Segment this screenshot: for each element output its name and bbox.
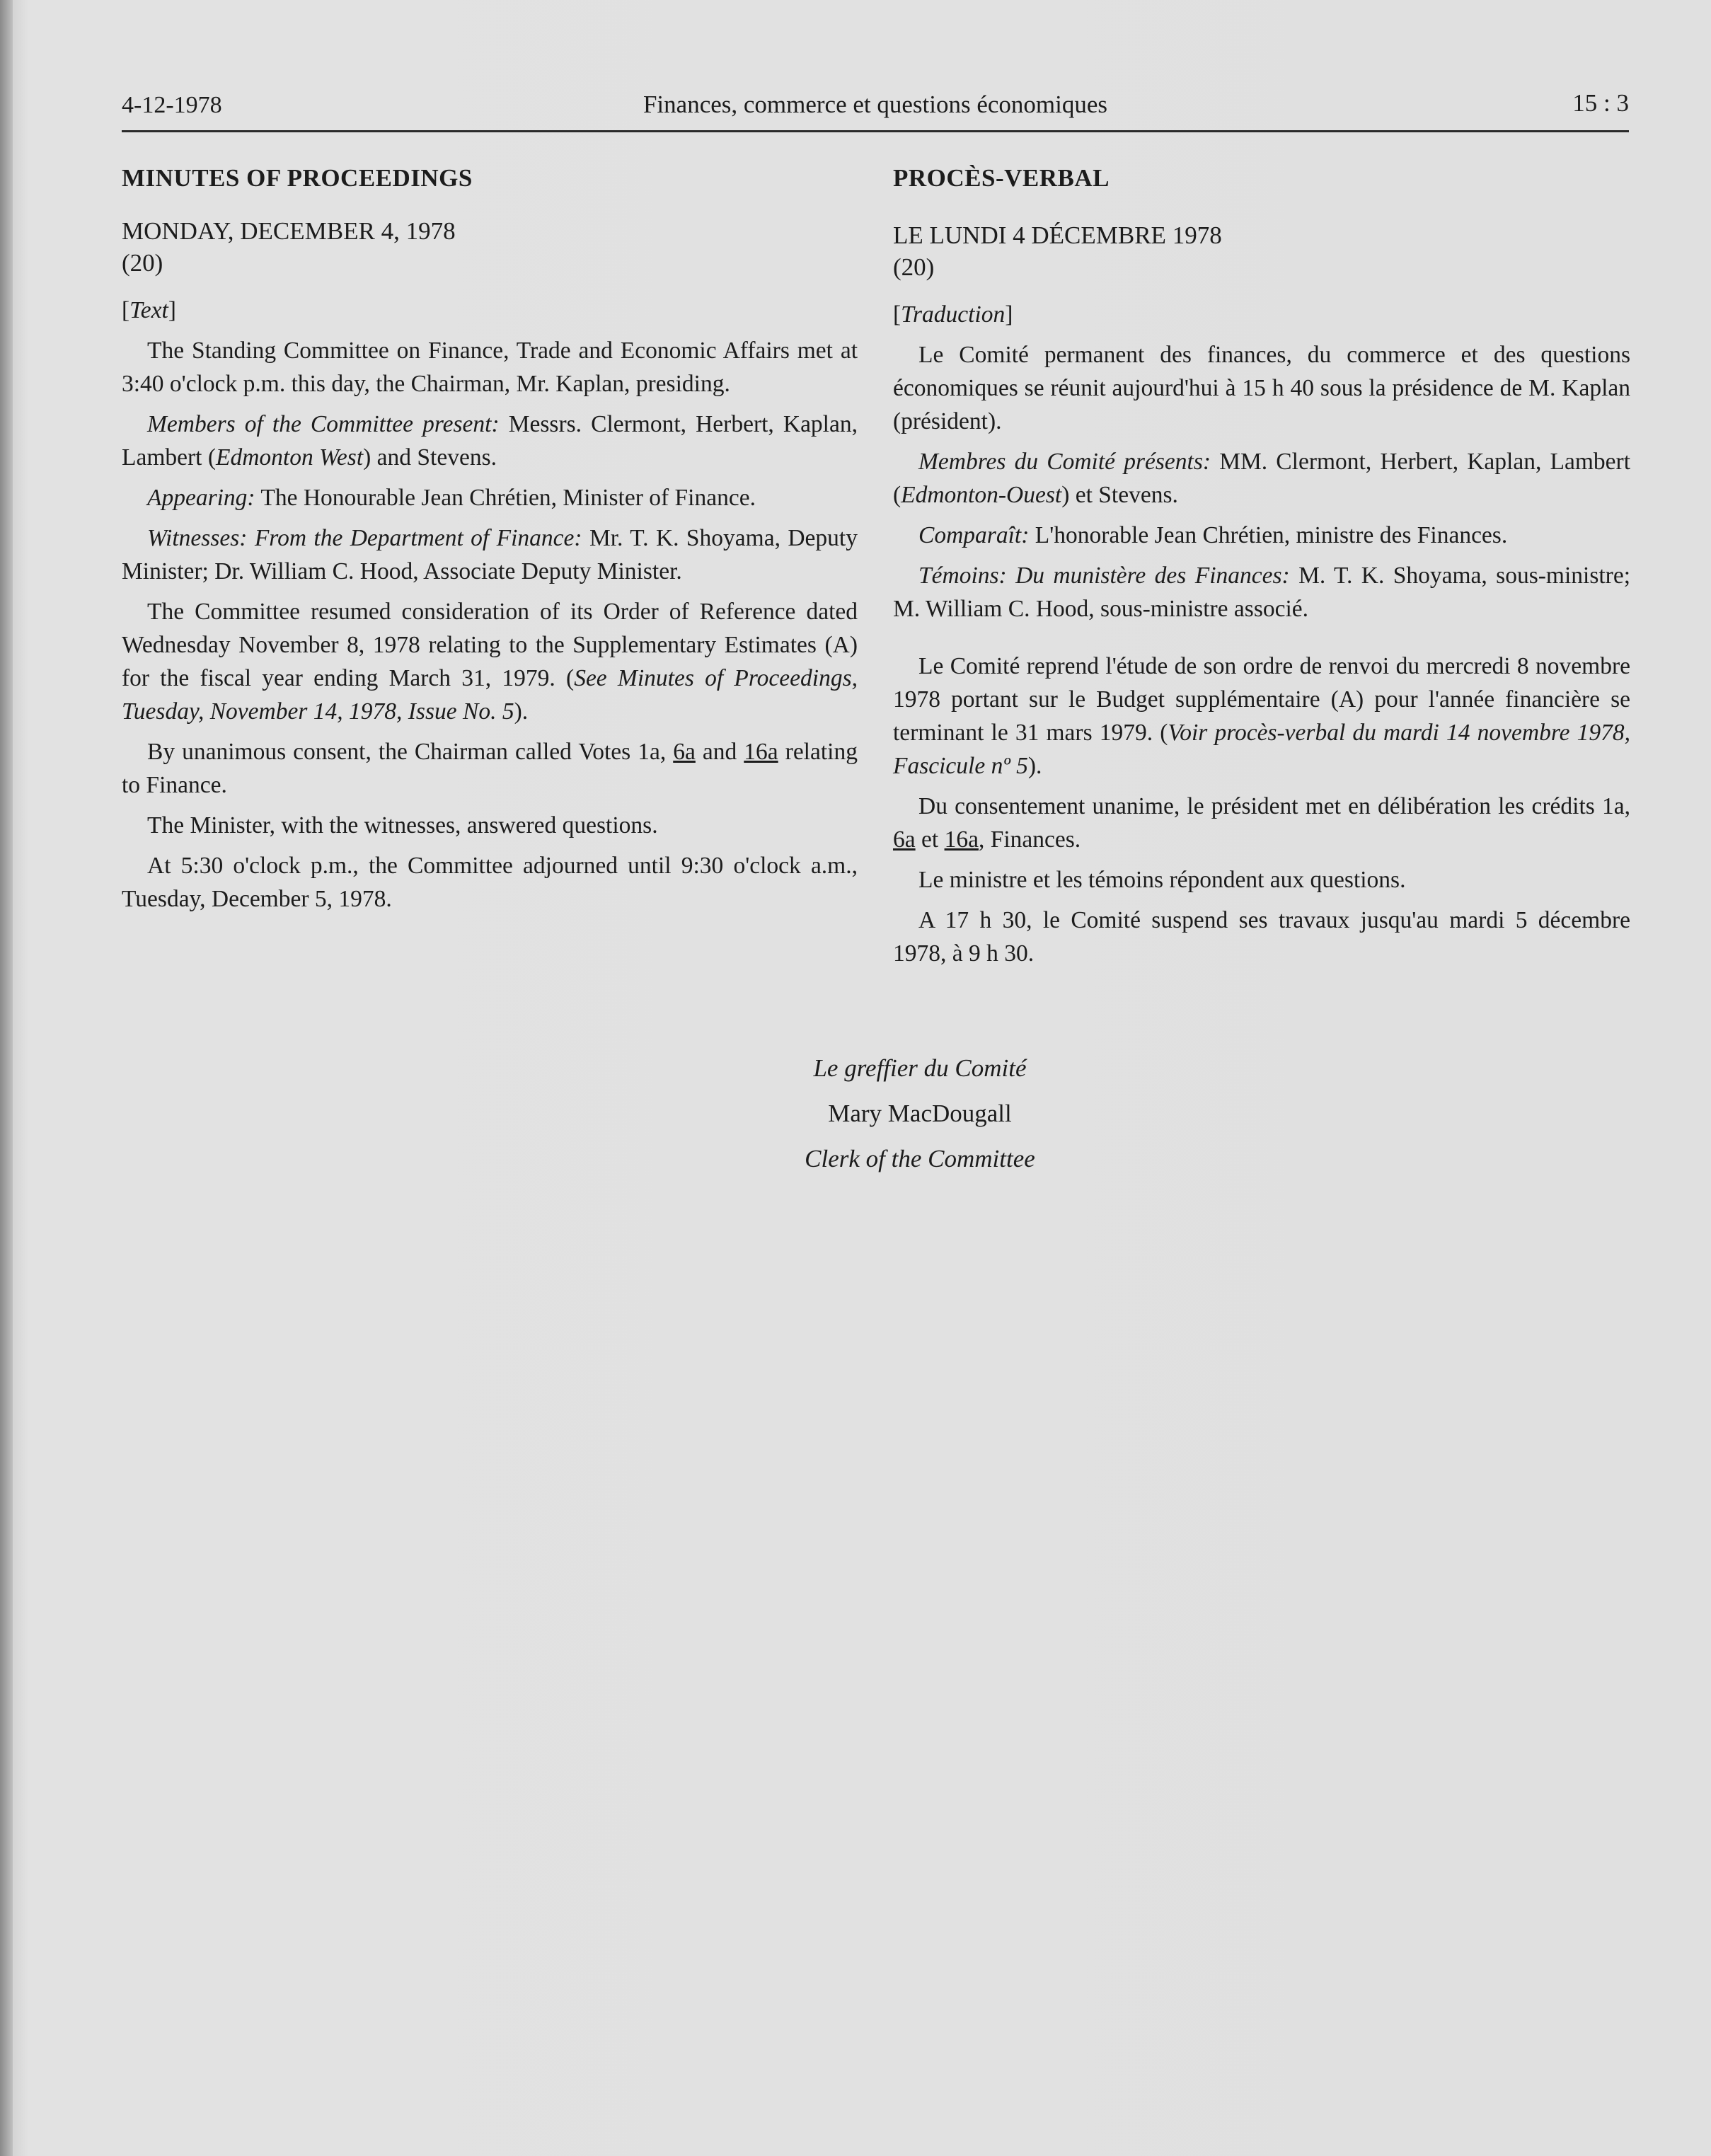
- witnesses-text-fr: M. T. K. Shoyama, sous-ministre; M. William C. Hood, sous-ministre associé.: [893, 563, 1630, 622]
- meeting-number: (20): [122, 249, 163, 277]
- appearing-text-fr: L'honorable Jean Chrétien, ministre des Finances.: [1029, 522, 1508, 548]
- opening-paragraph: The Standing Committee on Finance, Trade and Economic Affairs met at 3:40 o'clock p.m. this day, the Chairman, Mr. Kaplan, presiding.: [122, 338, 858, 397]
- clerk-title-fr: Le greffier du Comité: [813, 1054, 1027, 1082]
- appearing-label-fr: Comparaît:: [918, 522, 1030, 548]
- vote-16a-fr: 16a: [944, 826, 979, 853]
- consent-paragraph-fr: [893, 790, 1630, 856]
- resumed-end-fr: ).: [1027, 753, 1042, 779]
- running-header: [122, 88, 1629, 132]
- witnesses-paragraph-fr: [893, 559, 1630, 626]
- resumed-end: ).: [514, 698, 529, 725]
- consent-end: relating to Finance.: [122, 739, 858, 798]
- clerk-name: Mary MacDougall: [828, 1100, 1012, 1127]
- witnesses-label-fr: Témoins: Du munistère des Finances:: [918, 563, 1290, 589]
- adjourned-paragraph-fr: A 17 h 30, le Comité suspend ses travaux jusqu'au mardi 5 décembre 1978, à 9 h 30.: [893, 907, 1630, 967]
- french-column: [893, 161, 1630, 977]
- members-paragraph: [122, 408, 858, 474]
- consent-paragraph: [122, 735, 858, 802]
- members-paragraph-fr: [893, 445, 1630, 512]
- vote-16a: 16a: [744, 739, 778, 765]
- members-riding: Edmonton West: [216, 444, 364, 471]
- header-title: Finances, commerce et questions économiques: [643, 91, 1108, 118]
- consent-and-fr: et: [915, 826, 945, 853]
- resumed-text: The Committee resumed consideration of its Order of Reference dated Wednesday November 8, 1978 relating to the Supplementary Estimates (A) for the fiscal year ending March 31, 1979. (: [122, 599, 858, 691]
- text-label: [Text]: [122, 297, 176, 323]
- consent-end-fr: , Finances.: [978, 826, 1081, 853]
- resumed-text-fr: Le Comité reprend l'étude de son ordre de renvoi du mercredi 8 novembre 1978 portant sur le Budget supplémentaire (A) pour l'année financière se terminant le 31 mars 1979. (: [893, 653, 1630, 746]
- page-binding-edge: [0, 0, 13, 2156]
- witnesses-text: Mr. T. K. Shoyama, Deputy Minister; Dr. William C. Hood, Associate Deputy Minister.: [122, 525, 858, 584]
- signature-block: [708, 1046, 1132, 1182]
- appearing-paragraph-fr: [893, 519, 1630, 552]
- members-text-end-fr: ) et Stevens.: [1061, 482, 1178, 508]
- meeting-date-fr: LE LUNDI 4 DÉCEMBRE 1978: [893, 221, 1222, 249]
- members-label: Members of the Committee present:: [147, 411, 500, 437]
- resumed-paragraph-fr: [893, 650, 1630, 783]
- traduction-label-word: Traduction: [901, 301, 1006, 328]
- witnesses-paragraph: [122, 521, 858, 588]
- witnesses-label: Witnesses: From the Department of Finance:: [147, 525, 582, 551]
- adjourned-paragraph: At 5:30 o'clock p.m., the Committee adjourned until 9:30 o'clock a.m., Tuesday, December 5, 1978.: [122, 853, 858, 912]
- members-text-end: ) and Stevens.: [363, 444, 497, 471]
- consent-and: and: [695, 739, 744, 765]
- english-column: [122, 161, 858, 923]
- resumed-paragraph: [122, 595, 858, 728]
- vote-6a: 6a: [673, 739, 696, 765]
- resumed-reference-fr: Voir procès-verbal du mardi 14 novembre 1978, Fascicule nº 5: [893, 720, 1631, 779]
- resumed-reference: See Minutes of Proceedings, Tuesday, November 14, 1978, Issue No. 5: [122, 665, 858, 725]
- appearing-paragraph: [122, 481, 858, 514]
- members-text-fr: MM. Clermont, Herbert, Kaplan, Lambert (: [893, 449, 1630, 508]
- appearing-text: The Honourable Jean Chrétien, Minister of Finance.: [255, 485, 756, 511]
- vote-6a-fr: 6a: [893, 826, 916, 853]
- header-date: 4-12-1978: [122, 92, 222, 118]
- minutes-heading: MINUTES OF PROCEEDINGS: [122, 164, 473, 192]
- header-page-number: 15 : 3: [1572, 89, 1629, 117]
- opening-paragraph-fr: Le Comité permanent des finances, du commerce et des questions économiques se réunit aujourd'hui à 15 h 40 sous la présidence de M. Kaplan (président).: [893, 342, 1630, 434]
- consent-text-fr: Du consentement unanime, le président met en délibération les crédits 1a,: [918, 793, 1630, 819]
- questions-paragraph-fr: Le ministre et les témoins répondent aux questions.: [918, 867, 1406, 893]
- members-label-fr: Membres du Comité présents:: [918, 449, 1211, 475]
- clerk-title-en: Clerk of the Committee: [805, 1145, 1035, 1172]
- members-text: Messrs. Clermont, Herbert, Kaplan, Lambert (: [122, 411, 858, 471]
- meeting-date: MONDAY, DECEMBER 4, 1978: [122, 217, 456, 245]
- traduction-label: [Traduction]: [893, 301, 1013, 328]
- appearing-label: Appearing:: [147, 485, 255, 511]
- meeting-number-fr: (20): [893, 253, 935, 281]
- proces-verbal-heading: PROCÈS-VERBAL: [893, 164, 1110, 192]
- questions-paragraph: The Minister, with the witnesses, answered questions.: [147, 812, 658, 838]
- consent-text: By unanimous consent, the Chairman called Votes 1a,: [147, 739, 674, 765]
- members-riding-fr: Edmonton-Ouest: [901, 482, 1062, 508]
- text-label-word: Text: [129, 297, 168, 323]
